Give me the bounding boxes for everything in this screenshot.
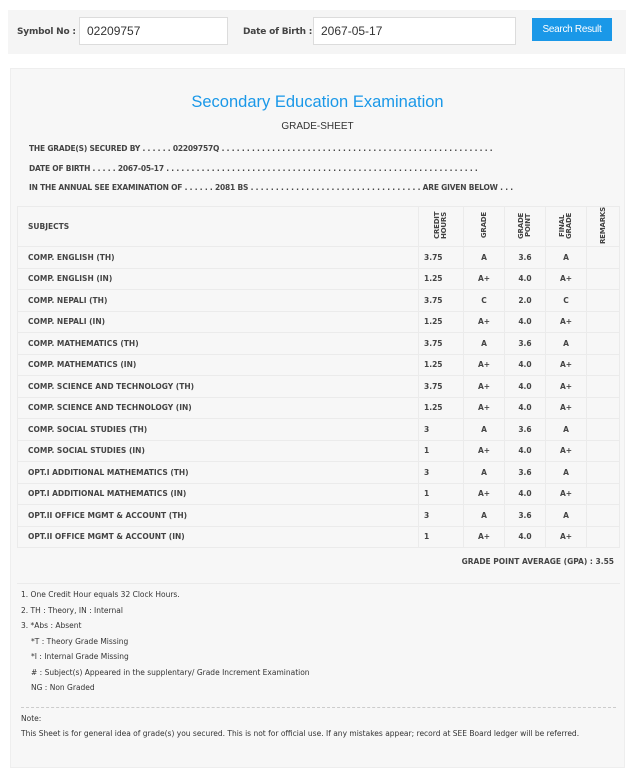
grade-point-cell: 4.0 <box>505 311 546 333</box>
table-row <box>18 505 620 527</box>
grade-cell: A <box>464 247 505 269</box>
dob-line: DATE OF BIRTH . . . . . 2067-05-17 . . . . . . . . . . . . . . . . . . . . . . . . . . . . . . . . . . . . . . . . . . . . . . . . . . . . . . . . . . . . . . <box>29 164 478 173</box>
credit-hours-cell: 1.25 <box>419 397 464 419</box>
header-grade-point-label: GRADE POINT <box>517 212 532 239</box>
table-row <box>18 354 620 376</box>
header-grade-point <box>505 207 546 247</box>
table-row <box>18 333 620 355</box>
remarks-cell <box>587 397 620 419</box>
grade-cell: A+ <box>464 268 505 290</box>
final-grade-cell: A+ <box>546 483 587 505</box>
header-remarks-label: REMARKS <box>598 207 607 245</box>
grade-cell: A <box>464 419 505 441</box>
header-remarks <box>587 207 620 247</box>
credit-hours-cell: 1.25 <box>419 268 464 290</box>
table-row <box>18 462 620 484</box>
table-row <box>18 268 620 290</box>
header-grade-label: GRADE <box>479 212 488 239</box>
remarks-cell <box>587 268 620 290</box>
remarks-cell <box>587 419 620 441</box>
grade-point-cell: 3.6 <box>505 333 546 355</box>
credit-hours-cell: 3.75 <box>419 376 464 398</box>
credit-hours-cell: 1 <box>419 526 464 548</box>
note-text: This Sheet is for general idea of grade(s) you secured. This is not for official use. If any mistakes appear; record at SEE Board ledger will be referred. <box>21 729 580 738</box>
gpa-value: GRADE POINT AVERAGE (GPA) : 3.55 <box>461 557 614 566</box>
subject-cell: COMP. NEPALI (IN) <box>18 311 419 333</box>
dashed-divider <box>21 707 616 708</box>
header-final-grade-label: FINAL GRADE <box>558 212 573 239</box>
final-grade-cell: A+ <box>546 354 587 376</box>
grade-cell: A+ <box>464 440 505 462</box>
secured-by-line: THE GRADE(S) SECURED BY . . . . . . 02209757Q . . . . . . . . . . . . . . . . . . . . . . . . . . . . . . . . . . . . . . . . . . . . . . . . . . . . . . <box>29 144 493 153</box>
credit-hours-cell: 1.25 <box>419 311 464 333</box>
legend <box>21 587 310 696</box>
final-grade-cell: A <box>546 505 587 527</box>
divider <box>17 583 620 584</box>
final-grade-cell: A <box>546 247 587 269</box>
remarks-cell <box>587 311 620 333</box>
credit-hours-cell: 1 <box>419 483 464 505</box>
subject-cell: COMP. ENGLISH (TH) <box>18 247 419 269</box>
credit-hours-cell: 1.25 <box>419 354 464 376</box>
final-grade-cell: A <box>546 333 587 355</box>
credit-hours-cell: 1 <box>419 440 464 462</box>
remarks-cell <box>587 440 620 462</box>
header-grade <box>464 207 505 247</box>
search-result-button[interactable]: Search Result <box>532 18 612 41</box>
table-row <box>18 440 620 462</box>
search-form <box>8 10 626 54</box>
credit-hours-cell: 3.75 <box>419 247 464 269</box>
table-row <box>18 376 620 398</box>
dob-label: Date of Birth : <box>243 27 313 37</box>
final-grade-cell: A <box>546 462 587 484</box>
grade-point-cell: 3.6 <box>505 505 546 527</box>
subject-cell: COMP. NEPALI (TH) <box>18 290 419 312</box>
grade-point-cell: 3.6 <box>505 419 546 441</box>
grade-cell: A <box>464 505 505 527</box>
header-subjects: SUBJECTS <box>18 207 419 247</box>
final-grade-cell: A <box>546 419 587 441</box>
grade-point-cell: 4.0 <box>505 483 546 505</box>
grade-cell: A <box>464 333 505 355</box>
table-row <box>18 526 620 548</box>
subject-cell: COMP. SOCIAL STUDIES (IN) <box>18 440 419 462</box>
symbol-no-input[interactable] <box>79 17 228 45</box>
credit-hours-cell: 3 <box>419 462 464 484</box>
final-grade-cell: C <box>546 290 587 312</box>
grade-point-cell: 4.0 <box>505 526 546 548</box>
subject-cell: COMP. SCIENCE AND TECHNOLOGY (IN) <box>18 397 419 419</box>
table-row <box>18 419 620 441</box>
header-credit-hours-label: CREDIT HOURS <box>433 211 448 240</box>
grade-cell: C <box>464 290 505 312</box>
grades-table <box>17 206 620 548</box>
remarks-cell <box>587 505 620 527</box>
note-section <box>21 711 619 741</box>
final-grade-cell: A+ <box>546 440 587 462</box>
final-grade-cell: A+ <box>546 526 587 548</box>
exam-title: Secondary Education Examination <box>191 93 444 111</box>
final-grade-cell: A+ <box>546 376 587 398</box>
grade-point-cell: 3.6 <box>505 462 546 484</box>
credit-hours-cell: 3 <box>419 419 464 441</box>
remarks-cell <box>587 354 620 376</box>
remarks-cell <box>587 483 620 505</box>
legend-subitem: *I : Internal Grade Missing <box>31 652 129 661</box>
header-credit-hours <box>419 207 464 247</box>
remarks-cell <box>587 462 620 484</box>
legend-item: 1. One Credit Hour equals 32 Clock Hours. <box>21 590 180 599</box>
grade-point-cell: 4.0 <box>505 268 546 290</box>
legend-subitem: NG : Non Graded <box>31 683 95 692</box>
header-final-grade <box>546 207 587 247</box>
grade-point-cell: 4.0 <box>505 376 546 398</box>
subject-cell: COMP. SOCIAL STUDIES (TH) <box>18 419 419 441</box>
final-grade-cell: A+ <box>546 268 587 290</box>
grade-cell: A+ <box>464 526 505 548</box>
legend-item: 3. *Abs : Absent <box>21 621 82 630</box>
remarks-cell <box>587 247 620 269</box>
grade-point-cell: 4.0 <box>505 440 546 462</box>
subject-cell: OPT.I ADDITIONAL MATHEMATICS (TH) <box>18 462 419 484</box>
final-grade-cell: A+ <box>546 311 587 333</box>
grade-point-cell: 4.0 <box>505 397 546 419</box>
symbol-no-label: Symbol No : <box>17 27 76 37</box>
table-row <box>18 247 620 269</box>
remarks-cell <box>587 333 620 355</box>
table-row <box>18 483 620 505</box>
remarks-cell <box>587 376 620 398</box>
grade-sheet-heading: GRADE-SHEET <box>281 121 354 132</box>
subject-cell: COMP. ENGLISH (IN) <box>18 268 419 290</box>
exam-line: IN THE ANNUAL SEE EXAMINATION OF . . . . . . 2081 BS . . . . . . . . . . . . . . . . . . . . . . . . . . . . . . . . . . ARE GIVEN BELOW . . . <box>29 183 513 192</box>
table-row <box>18 311 620 333</box>
grade-cell: A+ <box>464 376 505 398</box>
credit-hours-cell: 3.75 <box>419 290 464 312</box>
final-grade-cell: A+ <box>546 397 587 419</box>
grade-point-cell: 4.0 <box>505 354 546 376</box>
credit-hours-cell: 3 <box>419 505 464 527</box>
grade-cell: A+ <box>464 483 505 505</box>
grade-cell: A+ <box>464 311 505 333</box>
grade-cell: A+ <box>464 354 505 376</box>
grade-sheet <box>10 68 625 768</box>
subject-cell: OPT.II OFFICE MGMT & ACCOUNT (IN) <box>18 526 419 548</box>
subject-cell: COMP. SCIENCE AND TECHNOLOGY (TH) <box>18 376 419 398</box>
legend-subitem: *T : Theory Grade Missing <box>31 636 129 646</box>
grade-point-cell: 3.6 <box>505 247 546 269</box>
table-row <box>18 397 620 419</box>
table-header-row <box>18 207 620 247</box>
legend-item: 2. TH : Theory, IN : Internal <box>21 605 123 615</box>
grade-point-cell: 2.0 <box>505 290 546 312</box>
credit-hours-cell: 3.75 <box>419 333 464 355</box>
subject-cell: OPT.II OFFICE MGMT & ACCOUNT (TH) <box>18 505 419 527</box>
remarks-cell <box>587 526 620 548</box>
note-label: Note: <box>21 714 42 723</box>
subject-cell: COMP. MATHEMATICS (TH) <box>18 333 419 355</box>
table-row <box>18 290 620 312</box>
dob-input[interactable] <box>313 17 516 45</box>
grade-cell: A <box>464 462 505 484</box>
legend-subitem: # : Subject(s) Appeared in the supplentary/ Grade Increment Examination <box>31 667 310 677</box>
grade-cell: A+ <box>464 397 505 419</box>
subject-cell: OPT.I ADDITIONAL MATHEMATICS (IN) <box>18 483 419 505</box>
remarks-cell <box>587 290 620 312</box>
subject-cell: COMP. MATHEMATICS (IN) <box>18 354 419 376</box>
